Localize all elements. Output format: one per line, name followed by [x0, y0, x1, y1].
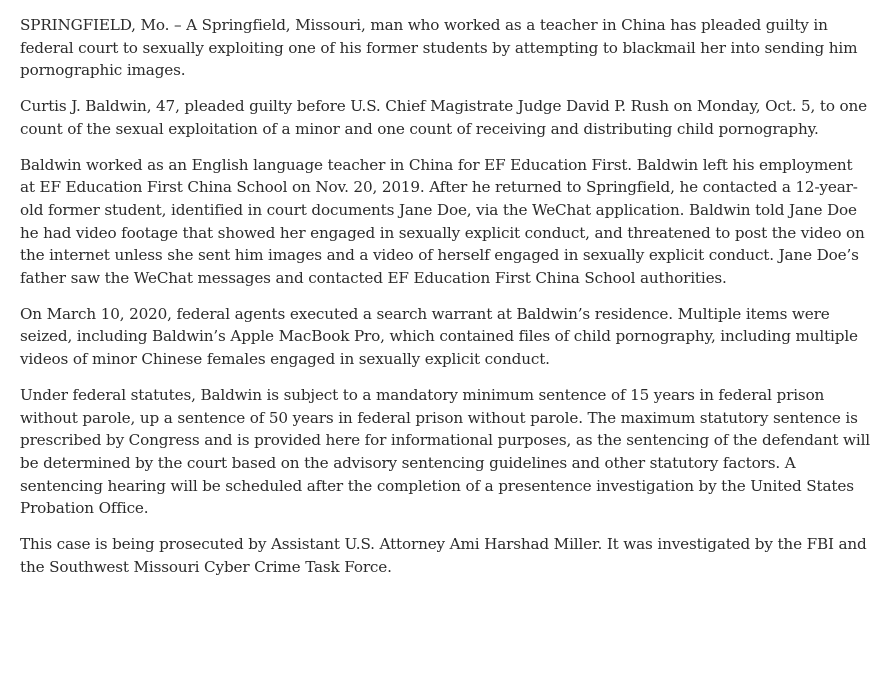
paragraph-guilty-plea: Curtis J. Baldwin, 47, pleaded guilty before U.S. Chief Magistrate Judge David P. Rush on Monday, Oct. 5, to one count of the sexual exploitation of a minor and one count of receiving and distributing child pornography. [20, 97, 868, 138]
paragraph-dateline-intro: SPRINGFIELD, Mo. – A Springfield, Missouri, man who worked as a teacher in China has pleaded guilty in federal court to sexually exploiting one of his former students by attempting to blackmail her into sending him pornographic images. [20, 16, 858, 80]
article-body [20, 14, 870, 591]
paragraph-background: Baldwin worked as an English language teacher in China for EF Education First. Baldwin left his employment at EF Education First China School on Nov. 20, 2019. After he returned to Springfield, he contacted a 12-year-old former student, identified in court documents Jane Doe, via the WeChat application. Baldwin told Jane Doe he had video footage that showed her engaged in sexually explicit conduct, and threatened to post the video on the internet unless she sent him images and a video of herself engaged in sexually explicit conduct. Jane Doe’s father saw the WeChat messages and contacted EF Education First China School authorities. [20, 155, 865, 288]
paragraph-prosecution: This case is being prosecuted by Assistant U.S. Attorney Ami Harshad Miller. It was investigated by the FBI and the Southwest Missouri Cyber Crime Task Force. [20, 535, 867, 576]
paragraph-search-warrant: On March 10, 2020, federal agents executed a search warrant at Baldwin’s residence. Multiple items were seized, including Baldwin’s Apple MacBook Pro, which contained files of child pornography, including multiple videos of minor Chinese females engaged in sexually explicit conduct. [20, 304, 858, 369]
paragraph-sentencing: Under federal statutes, Baldwin is subject to a mandatory minimum sentence of 15 years in federal prison without parole, up a sentence of 50 years in federal prison without parole. The maximum statutory sentence is prescribed by Congress and is provided here for informational purposes, as the sentencing of the defendant will be determined by the court based on the advisory sentencing guidelines and other statutory factors. A sentencing hearing will be scheduled after the completion of a presentence investigation by the United States Probation Office. [20, 385, 871, 518]
